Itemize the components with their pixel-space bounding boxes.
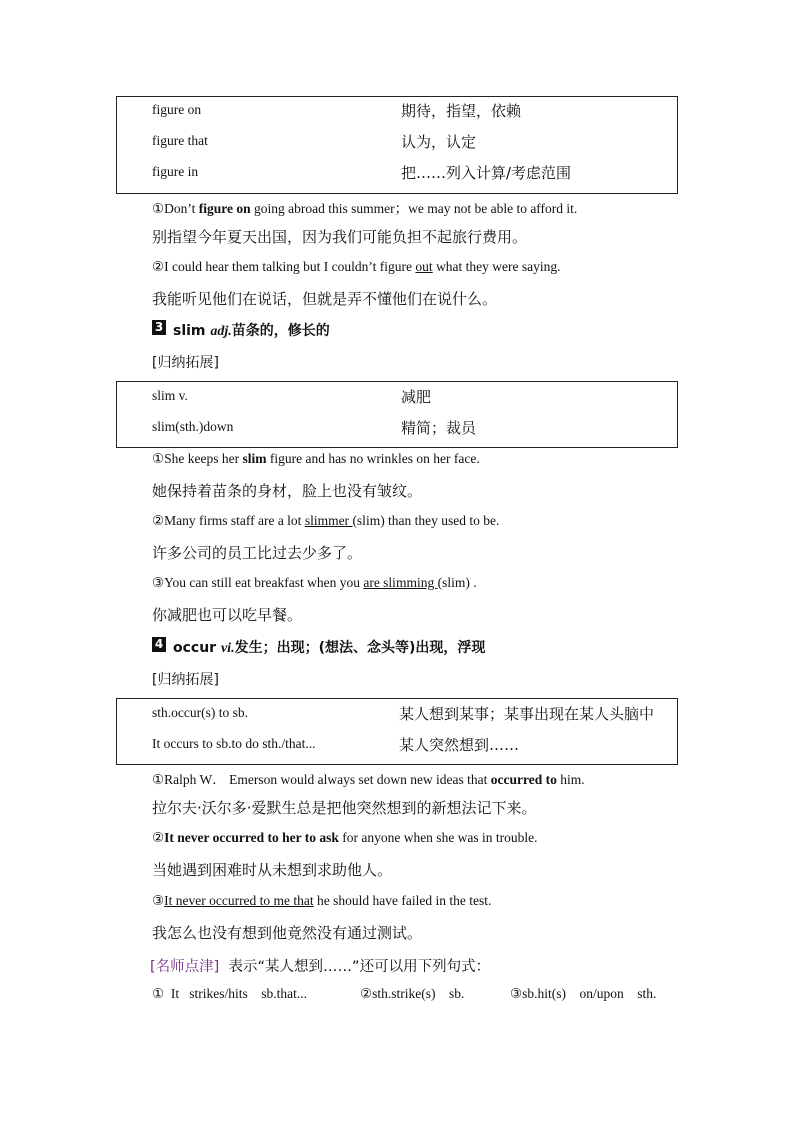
text: ①She keeps her bbox=[152, 451, 243, 466]
answer-blank: out bbox=[415, 259, 433, 274]
teacher-tip bbox=[150, 955, 490, 976]
underlined-phrase: It never occurred to me that bbox=[164, 893, 314, 908]
figure-phrase-table bbox=[116, 96, 678, 194]
table-cell-en: figure that bbox=[152, 133, 208, 148]
example-translation: 拉尔夫·沃尔多·爱默生总是把他突然想到的新想法记下来。 bbox=[152, 799, 537, 817]
keyword: slim bbox=[242, 451, 267, 466]
text: he should have failed in the test. bbox=[313, 893, 492, 908]
table-cell-en: figure in bbox=[152, 164, 199, 179]
table-cell-en: It occurs to sb.to do sth./that... bbox=[152, 736, 316, 751]
sentence-pattern: ③sb.hit(s) on/upon sth. bbox=[510, 986, 657, 1001]
table-cell-en: slim v. bbox=[152, 388, 188, 403]
part-of-speech: adj. bbox=[210, 324, 232, 339]
example-translation: 你减肥也可以吃早餐。 bbox=[152, 606, 303, 624]
table-cell-cn: 减肥 bbox=[401, 388, 432, 406]
occur-phrase-table bbox=[116, 698, 678, 765]
table-cell-cn: 精简；裁员 bbox=[401, 419, 477, 437]
example-sentence bbox=[152, 768, 585, 788]
answer-blank: are slimming bbox=[363, 575, 438, 590]
tip-text: 表示“某人想到……”还可以用下列句式： bbox=[219, 959, 491, 975]
keyword: figure on bbox=[198, 201, 251, 216]
expand-label: [归纳拓展] bbox=[152, 355, 219, 371]
slim-phrase-table bbox=[116, 381, 678, 448]
table-cell-cn: 把……列入计算/考虑范围 bbox=[401, 164, 572, 182]
example-translation: 当她遇到困难时从未想到求助他人。 bbox=[152, 861, 393, 879]
text: ②Many firms staff are a lot bbox=[152, 513, 305, 528]
example-sentence bbox=[152, 830, 538, 846]
table-cell-en: sth.occur(s) to sb. bbox=[152, 705, 248, 720]
text: (slim) . bbox=[437, 575, 477, 590]
tip-label: [名师点津] bbox=[150, 959, 220, 975]
answer-blank: slimmer bbox=[304, 513, 353, 528]
text: for anyone when she was in trouble. bbox=[338, 830, 538, 845]
example-sentence bbox=[152, 575, 477, 591]
table-cell-en: slim(sth.)down bbox=[152, 419, 234, 434]
example-sentence bbox=[152, 513, 499, 529]
table-cell-cn: 认为，认定 bbox=[401, 133, 477, 151]
text: ② bbox=[152, 830, 165, 845]
example-translation: 许多公司的员工比过去少多了。 bbox=[152, 544, 363, 562]
sentence-pattern: ②sth.strike(s) sb. bbox=[360, 986, 465, 1001]
example-translation: 我怎么也没有想到他竟然没有通过测试。 bbox=[152, 924, 423, 942]
text: figure and has no wrinkles on her face. bbox=[266, 451, 480, 466]
sentence-pattern: ① It strikes/hits sb.that... bbox=[152, 986, 307, 1001]
table-cell-cn: 某人突然想到…… bbox=[399, 736, 520, 754]
text: going abroad this summer；we may not be able to afford it. bbox=[250, 201, 578, 216]
text: ③You can still eat breakfast when you bbox=[152, 575, 364, 590]
headword: slim bbox=[173, 323, 211, 339]
part-of-speech: vi. bbox=[220, 641, 235, 656]
table-cell-cn: 某人想到某事；某事出现在某人头脑中 bbox=[399, 705, 655, 723]
table-cell-en: figure on bbox=[152, 102, 202, 117]
vocab-heading bbox=[173, 637, 485, 657]
text: ③ bbox=[152, 893, 165, 908]
example-translation: 她保持着苗条的身材，脸上也没有皱纹。 bbox=[152, 482, 423, 500]
text: him. bbox=[556, 772, 585, 787]
item-number-badge: 3 bbox=[152, 320, 166, 335]
example-sentence bbox=[152, 893, 491, 909]
text: ②I could hear them talking but I couldn’t figure bbox=[152, 259, 416, 274]
meaning: 发生；出现；(想法、念头等)出现，浮现 bbox=[234, 640, 486, 656]
text: ①Don’t bbox=[152, 201, 199, 216]
text: (slim) than they used to be. bbox=[352, 513, 500, 528]
text: what they were saying. bbox=[432, 259, 561, 274]
example-sentence bbox=[152, 197, 577, 217]
meaning: 苗条的，修长的 bbox=[231, 323, 330, 339]
text: ①Ralph W． Emerson would always set down new ideas that bbox=[152, 772, 491, 787]
item-number-badge: 4 bbox=[152, 637, 166, 652]
table-cell-cn: 期待，指望，依赖 bbox=[401, 102, 522, 120]
example-translation: 我能听见他们在说话，但就是弄不懂他们在说什么。 bbox=[152, 290, 498, 308]
keyword: occurred to bbox=[490, 772, 557, 787]
expand-label: [归纳拓展] bbox=[152, 672, 219, 688]
vocab-heading bbox=[173, 320, 330, 340]
example-sentence bbox=[152, 259, 561, 275]
headword: occur bbox=[173, 640, 221, 656]
example-sentence bbox=[152, 451, 480, 467]
keyword: It never occurred to her to ask bbox=[164, 830, 339, 845]
example-translation: 别指望今年夏天出国，因为我们可能负担不起旅行费用。 bbox=[152, 228, 528, 246]
